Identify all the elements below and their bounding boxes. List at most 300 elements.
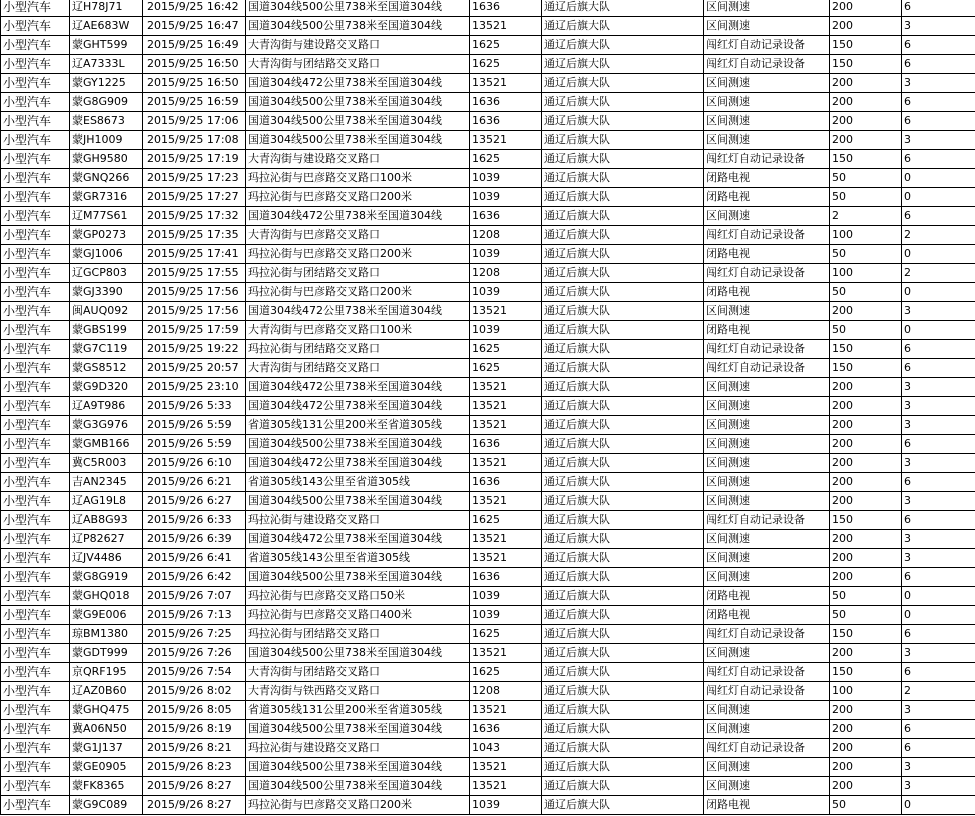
table-row[interactable] [1, 245, 975, 264]
vehicle-type-cell[interactable]: 小型汽车 [1, 416, 70, 435]
penalty-points-cell[interactable]: 6 [902, 112, 975, 131]
vehicle-type-cell[interactable]: 小型汽车 [1, 74, 70, 93]
violation-code-cell[interactable]: 1625 [470, 625, 542, 644]
location-cell[interactable]: 省道305线131公里200米至省道305线 [246, 416, 470, 435]
department-cell[interactable]: 通辽后旗大队 [542, 530, 704, 549]
plate-number-cell[interactable]: 蒙GP0273 [70, 226, 143, 245]
location-cell[interactable]: 玛拉沁街与巴彦路交叉路口200米 [246, 188, 470, 207]
penalty-points-cell[interactable]: 6 [902, 55, 975, 74]
fine-amount-cell[interactable]: 50 [830, 321, 902, 340]
plate-number-cell[interactable]: 闽AUQ092 [70, 302, 143, 321]
datetime-cell[interactable]: 2015/9/25 16:42 [143, 0, 246, 17]
vehicle-type-cell[interactable]: 小型汽车 [1, 131, 70, 150]
department-cell[interactable]: 通辽后旗大队 [542, 454, 704, 473]
fine-amount-cell[interactable]: 150 [830, 663, 902, 682]
capture-device-cell[interactable]: 闭路电视 [704, 169, 830, 188]
vehicle-type-cell[interactable]: 小型汽车 [1, 644, 70, 663]
penalty-points-cell[interactable]: 3 [902, 74, 975, 93]
table-row[interactable] [1, 625, 975, 644]
capture-device-cell[interactable]: 区间测速 [704, 777, 830, 796]
vehicle-type-cell[interactable]: 小型汽车 [1, 549, 70, 568]
violation-code-cell[interactable]: 1208 [470, 264, 542, 283]
vehicle-type-cell[interactable]: 小型汽车 [1, 739, 70, 758]
violation-code-cell[interactable]: 13521 [470, 454, 542, 473]
capture-device-cell[interactable]: 区间测速 [704, 435, 830, 454]
violation-code-cell[interactable]: 1039 [470, 188, 542, 207]
fine-amount-cell[interactable]: 200 [830, 454, 902, 473]
fine-amount-cell[interactable]: 200 [830, 0, 902, 17]
penalty-points-cell[interactable]: 0 [902, 245, 975, 264]
table-row[interactable] [1, 568, 975, 587]
capture-device-cell[interactable]: 区间测速 [704, 530, 830, 549]
department-cell[interactable]: 通辽后旗大队 [542, 74, 704, 93]
penalty-points-cell[interactable]: 6 [902, 359, 975, 378]
violation-code-cell[interactable]: 1039 [470, 169, 542, 188]
table-row[interactable] [1, 188, 975, 207]
capture-device-cell[interactable]: 闭路电视 [704, 606, 830, 625]
plate-number-cell[interactable]: 辽AE683W [70, 17, 143, 36]
penalty-points-cell[interactable]: 3 [902, 701, 975, 720]
datetime-cell[interactable]: 2015/9/25 17:35 [143, 226, 246, 245]
location-cell[interactable]: 大青沟街与团结路交叉路口 [246, 55, 470, 74]
penalty-points-cell[interactable]: 3 [902, 777, 975, 796]
capture-device-cell[interactable]: 区间测速 [704, 644, 830, 663]
location-cell[interactable]: 国道304线472公里738米至国道304线 [246, 302, 470, 321]
penalty-points-cell[interactable]: 3 [902, 416, 975, 435]
location-cell[interactable]: 玛拉沁街与巴彦路交叉路口50米 [246, 587, 470, 606]
table-row[interactable] [1, 36, 975, 55]
plate-number-cell[interactable]: 蒙GJ1006 [70, 245, 143, 264]
location-cell[interactable]: 玛拉沁街与巴彦路交叉路口200米 [246, 283, 470, 302]
plate-number-cell[interactable]: 蒙GBS199 [70, 321, 143, 340]
location-cell[interactable]: 国道304线500公里738米至国道304线 [246, 644, 470, 663]
table-row[interactable] [1, 0, 975, 17]
plate-number-cell[interactable]: 蒙GNQ266 [70, 169, 143, 188]
penalty-points-cell[interactable]: 3 [902, 378, 975, 397]
department-cell[interactable]: 通辽后旗大队 [542, 435, 704, 454]
plate-number-cell[interactable]: 辽P82627 [70, 530, 143, 549]
vehicle-type-cell[interactable]: 小型汽车 [1, 302, 70, 321]
violation-code-cell[interactable]: 1636 [470, 0, 542, 17]
penalty-points-cell[interactable]: 3 [902, 492, 975, 511]
vehicle-type-cell[interactable]: 小型汽车 [1, 606, 70, 625]
vehicle-type-cell[interactable]: 小型汽车 [1, 587, 70, 606]
department-cell[interactable]: 通辽后旗大队 [542, 644, 704, 663]
plate-number-cell[interactable]: 蒙G7C119 [70, 340, 143, 359]
department-cell[interactable]: 通辽后旗大队 [542, 0, 704, 17]
fine-amount-cell[interactable]: 2 [830, 207, 902, 226]
violation-code-cell[interactable]: 1039 [470, 245, 542, 264]
datetime-cell[interactable]: 2015/9/25 17:56 [143, 283, 246, 302]
plate-number-cell[interactable]: 蒙GHQ018 [70, 587, 143, 606]
violation-code-cell[interactable]: 1039 [470, 321, 542, 340]
penalty-points-cell[interactable]: 3 [902, 549, 975, 568]
vehicle-type-cell[interactable]: 小型汽车 [1, 435, 70, 454]
violation-code-cell[interactable]: 1625 [470, 150, 542, 169]
location-cell[interactable]: 大青沟街与巴彦路交叉路口 [246, 226, 470, 245]
penalty-points-cell[interactable]: 6 [902, 511, 975, 530]
plate-number-cell[interactable]: 吉AN2345 [70, 473, 143, 492]
department-cell[interactable]: 通辽后旗大队 [542, 340, 704, 359]
capture-device-cell[interactable]: 闯红灯自动记录设备 [704, 739, 830, 758]
location-cell[interactable]: 玛拉沁街与团结路交叉路口 [246, 340, 470, 359]
department-cell[interactable]: 通辽后旗大队 [542, 321, 704, 340]
fine-amount-cell[interactable]: 200 [830, 435, 902, 454]
table-row[interactable] [1, 378, 975, 397]
vehicle-type-cell[interactable]: 小型汽车 [1, 321, 70, 340]
plate-number-cell[interactable]: 辽AG19L8 [70, 492, 143, 511]
violation-code-cell[interactable]: 1039 [470, 587, 542, 606]
plate-number-cell[interactable]: 冀A06N50 [70, 720, 143, 739]
vehicle-type-cell[interactable]: 小型汽车 [1, 36, 70, 55]
location-cell[interactable]: 国道304线472公里738米至国道304线 [246, 74, 470, 93]
location-cell[interactable]: 大青沟街与团结路交叉路口 [246, 663, 470, 682]
penalty-points-cell[interactable]: 6 [902, 36, 975, 55]
plate-number-cell[interactable]: 辽AZ0B60 [70, 682, 143, 701]
capture-device-cell[interactable]: 区间测速 [704, 112, 830, 131]
violation-code-cell[interactable]: 13521 [470, 131, 542, 150]
department-cell[interactable]: 通辽后旗大队 [542, 606, 704, 625]
plate-number-cell[interactable]: 冀C5R003 [70, 454, 143, 473]
vehicle-type-cell[interactable]: 小型汽车 [1, 226, 70, 245]
department-cell[interactable]: 通辽后旗大队 [542, 36, 704, 55]
table-row[interactable] [1, 169, 975, 188]
datetime-cell[interactable]: 2015/9/26 5:59 [143, 435, 246, 454]
datetime-cell[interactable]: 2015/9/26 7:25 [143, 625, 246, 644]
department-cell[interactable]: 通辽后旗大队 [542, 359, 704, 378]
table-row[interactable] [1, 112, 975, 131]
vehicle-type-cell[interactable]: 小型汽车 [1, 245, 70, 264]
table-row[interactable] [1, 93, 975, 112]
vehicle-type-cell[interactable]: 小型汽车 [1, 283, 70, 302]
vehicle-type-cell[interactable]: 小型汽车 [1, 207, 70, 226]
vehicle-type-cell[interactable]: 小型汽车 [1, 530, 70, 549]
datetime-cell[interactable]: 2015/9/25 16:49 [143, 36, 246, 55]
violation-code-cell[interactable]: 1636 [470, 93, 542, 112]
plate-number-cell[interactable]: 蒙GDT999 [70, 644, 143, 663]
fine-amount-cell[interactable]: 200 [830, 530, 902, 549]
vehicle-type-cell[interactable]: 小型汽车 [1, 454, 70, 473]
penalty-points-cell[interactable]: 0 [902, 321, 975, 340]
vehicle-type-cell[interactable]: 小型汽车 [1, 473, 70, 492]
capture-device-cell[interactable]: 闭路电视 [704, 245, 830, 264]
plate-number-cell[interactable]: 蒙JH1009 [70, 131, 143, 150]
table-row[interactable] [1, 530, 975, 549]
capture-device-cell[interactable]: 区间测速 [704, 93, 830, 112]
table-row[interactable] [1, 131, 975, 150]
table-row[interactable] [1, 397, 975, 416]
table-row[interactable] [1, 226, 975, 245]
fine-amount-cell[interactable]: 200 [830, 720, 902, 739]
vehicle-type-cell[interactable]: 小型汽车 [1, 397, 70, 416]
violation-code-cell[interactable]: 1636 [470, 435, 542, 454]
plate-number-cell[interactable]: 蒙GR7316 [70, 188, 143, 207]
location-cell[interactable]: 大青沟街与建设路交叉路口 [246, 150, 470, 169]
plate-number-cell[interactable]: 蒙GHT599 [70, 36, 143, 55]
fine-amount-cell[interactable]: 50 [830, 587, 902, 606]
table-row[interactable] [1, 55, 975, 74]
vehicle-type-cell[interactable]: 小型汽车 [1, 340, 70, 359]
violation-code-cell[interactable]: 13521 [470, 74, 542, 93]
plate-number-cell[interactable]: 蒙G3G976 [70, 416, 143, 435]
capture-device-cell[interactable]: 区间测速 [704, 701, 830, 720]
capture-device-cell[interactable]: 闯红灯自动记录设备 [704, 511, 830, 530]
penalty-points-cell[interactable]: 3 [902, 758, 975, 777]
vehicle-type-cell[interactable]: 小型汽车 [1, 188, 70, 207]
datetime-cell[interactable]: 2015/9/26 6:27 [143, 492, 246, 511]
department-cell[interactable]: 通辽后旗大队 [542, 777, 704, 796]
penalty-points-cell[interactable]: 2 [902, 682, 975, 701]
capture-device-cell[interactable]: 闯红灯自动记录设备 [704, 55, 830, 74]
datetime-cell[interactable]: 2015/9/25 17:59 [143, 321, 246, 340]
fine-amount-cell[interactable]: 200 [830, 416, 902, 435]
plate-number-cell[interactable]: 京QRF195 [70, 663, 143, 682]
fine-amount-cell[interactable]: 50 [830, 606, 902, 625]
violation-code-cell[interactable]: 1208 [470, 226, 542, 245]
penalty-points-cell[interactable]: 6 [902, 568, 975, 587]
datetime-cell[interactable]: 2015/9/25 20:57 [143, 359, 246, 378]
plate-number-cell[interactable]: 蒙G9C089 [70, 796, 143, 815]
location-cell[interactable]: 国道304线472公里738米至国道304线 [246, 207, 470, 226]
location-cell[interactable]: 省道305线143公里至省道305线 [246, 549, 470, 568]
location-cell[interactable]: 省道305线143公里至省道305线 [246, 473, 470, 492]
fine-amount-cell[interactable]: 50 [830, 169, 902, 188]
penalty-points-cell[interactable]: 6 [902, 150, 975, 169]
table-row[interactable] [1, 302, 975, 321]
capture-device-cell[interactable]: 区间测速 [704, 378, 830, 397]
capture-device-cell[interactable]: 区间测速 [704, 131, 830, 150]
vehicle-type-cell[interactable]: 小型汽车 [1, 777, 70, 796]
department-cell[interactable]: 通辽后旗大队 [542, 302, 704, 321]
fine-amount-cell[interactable]: 200 [830, 777, 902, 796]
datetime-cell[interactable]: 2015/9/25 17:56 [143, 302, 246, 321]
vehicle-type-cell[interactable]: 小型汽车 [1, 720, 70, 739]
penalty-points-cell[interactable]: 0 [902, 188, 975, 207]
location-cell[interactable]: 国道304线472公里738米至国道304线 [246, 397, 470, 416]
department-cell[interactable]: 通辽后旗大队 [542, 701, 704, 720]
datetime-cell[interactable]: 2015/9/26 8:05 [143, 701, 246, 720]
datetime-cell[interactable]: 2015/9/25 17:55 [143, 264, 246, 283]
fine-amount-cell[interactable]: 150 [830, 340, 902, 359]
location-cell[interactable]: 国道304线500公里738米至国道304线 [246, 758, 470, 777]
department-cell[interactable]: 通辽后旗大队 [542, 663, 704, 682]
department-cell[interactable]: 通辽后旗大队 [542, 17, 704, 36]
penalty-points-cell[interactable]: 0 [902, 283, 975, 302]
vehicle-type-cell[interactable]: 小型汽车 [1, 682, 70, 701]
plate-number-cell[interactable]: 蒙FK8365 [70, 777, 143, 796]
capture-device-cell[interactable]: 闯红灯自动记录设备 [704, 340, 830, 359]
plate-number-cell[interactable]: 辽A9T986 [70, 397, 143, 416]
datetime-cell[interactable]: 2015/9/26 7:54 [143, 663, 246, 682]
vehicle-type-cell[interactable]: 小型汽车 [1, 568, 70, 587]
plate-number-cell[interactable]: 蒙GY1225 [70, 74, 143, 93]
violation-code-cell[interactable]: 13521 [470, 416, 542, 435]
vehicle-type-cell[interactable]: 小型汽车 [1, 359, 70, 378]
datetime-cell[interactable]: 2015/9/26 8:27 [143, 796, 246, 815]
table-row[interactable] [1, 682, 975, 701]
vehicle-type-cell[interactable]: 小型汽车 [1, 511, 70, 530]
department-cell[interactable]: 通辽后旗大队 [542, 188, 704, 207]
datetime-cell[interactable]: 2015/9/25 23:10 [143, 378, 246, 397]
fine-amount-cell[interactable]: 50 [830, 283, 902, 302]
penalty-points-cell[interactable]: 6 [902, 625, 975, 644]
plate-number-cell[interactable]: 辽A7333L [70, 55, 143, 74]
location-cell[interactable]: 玛拉沁街与团结路交叉路口 [246, 264, 470, 283]
datetime-cell[interactable]: 2015/9/26 6:41 [143, 549, 246, 568]
department-cell[interactable]: 通辽后旗大队 [542, 758, 704, 777]
table-row[interactable] [1, 644, 975, 663]
penalty-points-cell[interactable]: 6 [902, 720, 975, 739]
location-cell[interactable]: 玛拉沁街与巴彦路交叉路口200米 [246, 796, 470, 815]
fine-amount-cell[interactable]: 200 [830, 549, 902, 568]
datetime-cell[interactable]: 2015/9/25 16:59 [143, 93, 246, 112]
plate-number-cell[interactable]: 蒙G8G919 [70, 568, 143, 587]
penalty-points-cell[interactable]: 6 [902, 207, 975, 226]
penalty-points-cell[interactable]: 0 [902, 587, 975, 606]
penalty-points-cell[interactable]: 3 [902, 454, 975, 473]
plate-number-cell[interactable]: 辽GCP803 [70, 264, 143, 283]
fine-amount-cell[interactable]: 200 [830, 758, 902, 777]
fine-amount-cell[interactable]: 100 [830, 226, 902, 245]
vehicle-type-cell[interactable]: 小型汽车 [1, 150, 70, 169]
violation-code-cell[interactable]: 1625 [470, 663, 542, 682]
datetime-cell[interactable]: 2015/9/26 6:33 [143, 511, 246, 530]
datetime-cell[interactable]: 2015/9/25 16:47 [143, 17, 246, 36]
table-row[interactable] [1, 150, 975, 169]
datetime-cell[interactable]: 2015/9/26 6:42 [143, 568, 246, 587]
vehicle-type-cell[interactable]: 小型汽车 [1, 17, 70, 36]
location-cell[interactable]: 大青沟街与建设路交叉路口 [246, 36, 470, 55]
department-cell[interactable]: 通辽后旗大队 [542, 549, 704, 568]
violation-code-cell[interactable]: 13521 [470, 17, 542, 36]
penalty-points-cell[interactable]: 3 [902, 131, 975, 150]
capture-device-cell[interactable]: 区间测速 [704, 74, 830, 93]
plate-number-cell[interactable]: 蒙G9E006 [70, 606, 143, 625]
violation-code-cell[interactable]: 13521 [470, 644, 542, 663]
department-cell[interactable]: 通辽后旗大队 [542, 378, 704, 397]
capture-device-cell[interactable]: 闯红灯自动记录设备 [704, 663, 830, 682]
plate-number-cell[interactable]: 蒙G9D320 [70, 378, 143, 397]
table-row[interactable] [1, 511, 975, 530]
vehicle-type-cell[interactable]: 小型汽车 [1, 169, 70, 188]
table-row[interactable] [1, 777, 975, 796]
datetime-cell[interactable]: 2015/9/26 7:13 [143, 606, 246, 625]
violation-code-cell[interactable]: 13521 [470, 302, 542, 321]
department-cell[interactable]: 通辽后旗大队 [542, 131, 704, 150]
table-row[interactable] [1, 473, 975, 492]
datetime-cell[interactable]: 2015/9/25 17:27 [143, 188, 246, 207]
table-row[interactable] [1, 416, 975, 435]
vehicle-type-cell[interactable]: 小型汽车 [1, 378, 70, 397]
plate-number-cell[interactable]: 蒙GE0905 [70, 758, 143, 777]
vehicle-type-cell[interactable]: 小型汽车 [1, 112, 70, 131]
department-cell[interactable]: 通辽后旗大队 [542, 720, 704, 739]
penalty-points-cell[interactable]: 3 [902, 302, 975, 321]
plate-number-cell[interactable]: 蒙GJ3390 [70, 283, 143, 302]
capture-device-cell[interactable]: 闭路电视 [704, 188, 830, 207]
location-cell[interactable]: 国道304线472公里738米至国道304线 [246, 530, 470, 549]
department-cell[interactable]: 通辽后旗大队 [542, 511, 704, 530]
plate-number-cell[interactable]: 琼BM1380 [70, 625, 143, 644]
location-cell[interactable]: 玛拉沁街与巴彦路交叉路口100米 [246, 169, 470, 188]
location-cell[interactable]: 国道304线500公里738米至国道304线 [246, 112, 470, 131]
violation-code-cell[interactable]: 1625 [470, 511, 542, 530]
fine-amount-cell[interactable]: 50 [830, 796, 902, 815]
capture-device-cell[interactable]: 闯红灯自动记录设备 [704, 625, 830, 644]
penalty-points-cell[interactable]: 6 [902, 0, 975, 17]
capture-device-cell[interactable]: 闯红灯自动记录设备 [704, 359, 830, 378]
capture-device-cell[interactable]: 区间测速 [704, 17, 830, 36]
datetime-cell[interactable]: 2015/9/25 17:23 [143, 169, 246, 188]
fine-amount-cell[interactable]: 200 [830, 74, 902, 93]
table-row[interactable] [1, 606, 975, 625]
fine-amount-cell[interactable]: 150 [830, 625, 902, 644]
location-cell[interactable]: 国道304线472公里738米至国道304线 [246, 378, 470, 397]
datetime-cell[interactable]: 2015/9/25 17:32 [143, 207, 246, 226]
plate-number-cell[interactable]: 蒙GH9580 [70, 150, 143, 169]
violation-code-cell[interactable]: 1625 [470, 340, 542, 359]
table-row[interactable] [1, 264, 975, 283]
penalty-points-cell[interactable]: 2 [902, 226, 975, 245]
vehicle-type-cell[interactable]: 小型汽车 [1, 0, 70, 17]
location-cell[interactable]: 省道305线131公里200米至省道305线 [246, 701, 470, 720]
location-cell[interactable]: 国道304线500公里738米至国道304线 [246, 17, 470, 36]
fine-amount-cell[interactable]: 200 [830, 492, 902, 511]
capture-device-cell[interactable]: 闯红灯自动记录设备 [704, 36, 830, 55]
department-cell[interactable]: 通辽后旗大队 [542, 587, 704, 606]
fine-amount-cell[interactable]: 100 [830, 682, 902, 701]
fine-amount-cell[interactable]: 200 [830, 302, 902, 321]
department-cell[interactable]: 通辽后旗大队 [542, 112, 704, 131]
table-row[interactable] [1, 359, 975, 378]
location-cell[interactable]: 大青沟街与铁西路交叉路口 [246, 682, 470, 701]
fine-amount-cell[interactable]: 200 [830, 378, 902, 397]
penalty-points-cell[interactable]: 2 [902, 264, 975, 283]
penalty-points-cell[interactable]: 3 [902, 397, 975, 416]
fine-amount-cell[interactable]: 200 [830, 701, 902, 720]
plate-number-cell[interactable]: 辽M77S61 [70, 207, 143, 226]
fine-amount-cell[interactable]: 50 [830, 245, 902, 264]
location-cell[interactable]: 玛拉沁街与建设路交叉路口 [246, 511, 470, 530]
location-cell[interactable]: 国道304线500公里738米至国道304线 [246, 568, 470, 587]
fine-amount-cell[interactable]: 100 [830, 264, 902, 283]
table-row[interactable] [1, 74, 975, 93]
department-cell[interactable]: 通辽后旗大队 [542, 568, 704, 587]
department-cell[interactable]: 通辽后旗大队 [542, 93, 704, 112]
department-cell[interactable]: 通辽后旗大队 [542, 169, 704, 188]
department-cell[interactable]: 通辽后旗大队 [542, 245, 704, 264]
violation-code-cell[interactable]: 13521 [470, 701, 542, 720]
capture-device-cell[interactable]: 区间测速 [704, 549, 830, 568]
department-cell[interactable]: 通辽后旗大队 [542, 55, 704, 74]
violation-code-cell[interactable]: 13521 [470, 549, 542, 568]
table-row[interactable] [1, 739, 975, 758]
department-cell[interactable]: 通辽后旗大队 [542, 397, 704, 416]
fine-amount-cell[interactable]: 200 [830, 739, 902, 758]
capture-device-cell[interactable]: 区间测速 [704, 758, 830, 777]
violation-code-cell[interactable]: 1039 [470, 796, 542, 815]
capture-device-cell[interactable]: 区间测速 [704, 0, 830, 17]
violation-code-cell[interactable]: 1625 [470, 359, 542, 378]
location-cell[interactable]: 国道304线500公里738米至国道304线 [246, 492, 470, 511]
penalty-points-cell[interactable]: 6 [902, 340, 975, 359]
datetime-cell[interactable]: 2015/9/25 17:19 [143, 150, 246, 169]
datetime-cell[interactable]: 2015/9/26 7:26 [143, 644, 246, 663]
datetime-cell[interactable]: 2015/9/26 8:19 [143, 720, 246, 739]
datetime-cell[interactable]: 2015/9/26 5:33 [143, 397, 246, 416]
plate-number-cell[interactable]: 辽AB8G93 [70, 511, 143, 530]
department-cell[interactable]: 通辽后旗大队 [542, 416, 704, 435]
